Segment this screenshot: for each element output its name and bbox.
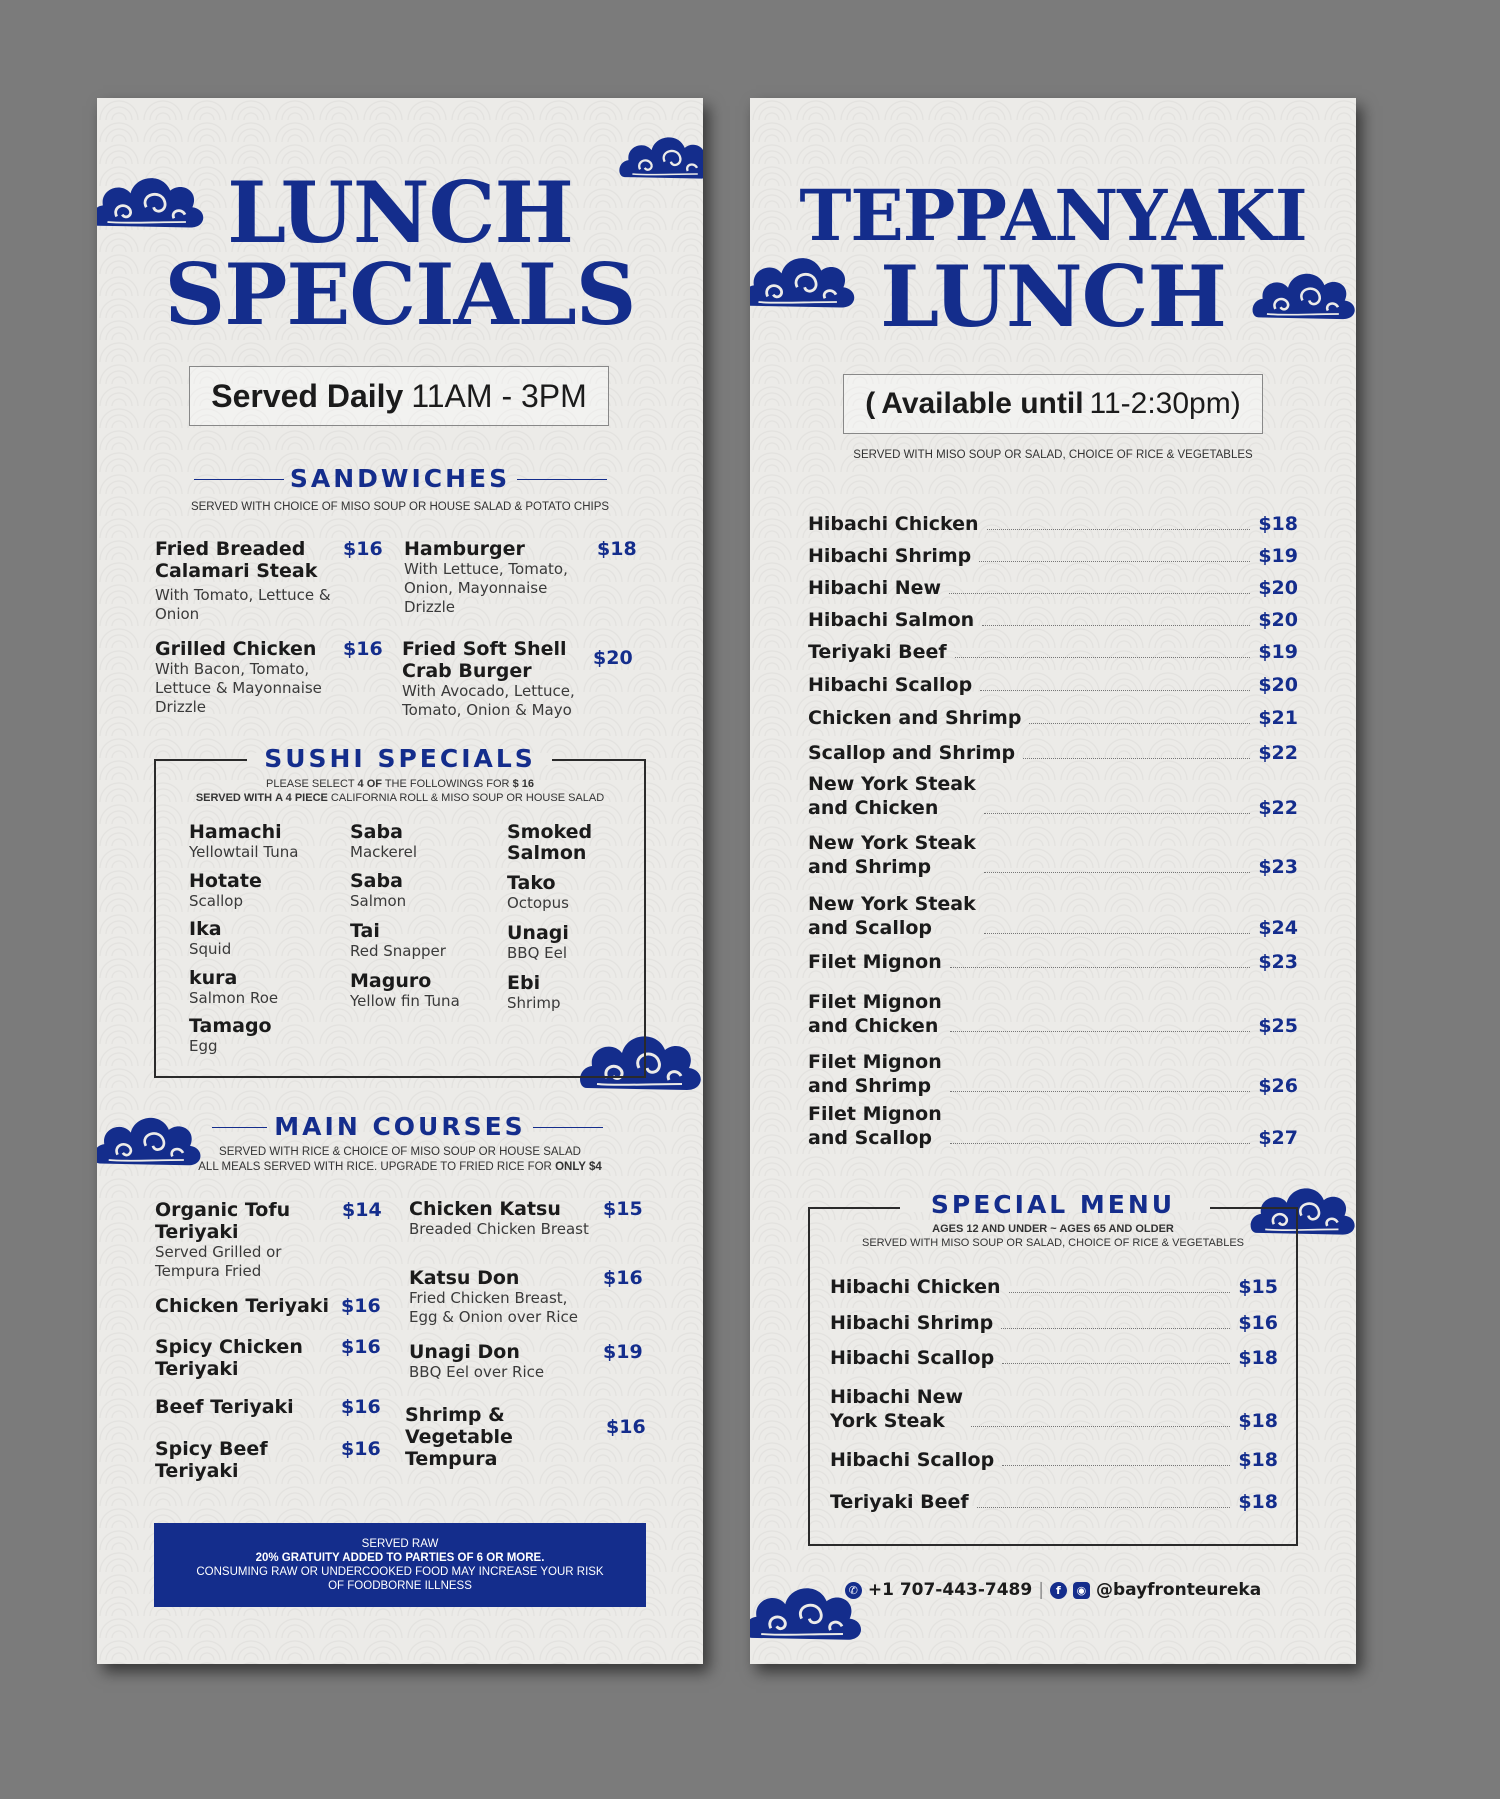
special-menu-row: Hibachi Shrimp $16 (830, 1312, 1278, 1334)
special-menu-row: Hibachi New York Steak $18 (830, 1386, 1278, 1432)
menu-item: Shrimp & Vegetable Tempura (405, 1404, 513, 1470)
page-title-line2: LUNCH (880, 247, 1226, 346)
special-menu-row: Teriyaki Beef $18 (830, 1491, 1278, 1513)
main-courses-note: SERVED WITH RICE & CHOICE OF MISO SOUP OR HOUSE SALAD ALL MEALS SERVED WITH RICE. UPGRADE TO FRIED RICE FOR ONLY $4 (198, 1146, 602, 1173)
menu-row: New York Steak and Chicken $22 (808, 773, 1298, 819)
item-price: $16 (341, 1438, 381, 1460)
instagram-icon: ◉ (1073, 1582, 1090, 1599)
menu-row: Hibachi New $20 (808, 577, 1298, 599)
menu-row: Chicken and Shrimp $21 (808, 707, 1298, 729)
item-price: $16 (606, 1416, 646, 1438)
contact-line: ✆ +1 707-443-7489 | f ◉ @bayfronteureka (750, 1580, 1356, 1600)
facebook-icon: f (1050, 1582, 1067, 1599)
menu-item: Beef Teriyaki (155, 1396, 294, 1418)
special-menu-heading: SPECIAL MENU (930, 1190, 1176, 1219)
item-price: $16 (341, 1336, 381, 1358)
item-price: $19 (603, 1341, 643, 1363)
teppanyaki-lunch-menu (750, 98, 1356, 1664)
menu-item: Spicy Beef Teriyaki (155, 1438, 268, 1482)
menu-item: Organic Tofu Teriyaki Served Grilled or Tempura Fried (155, 1199, 291, 1280)
teppanyaki-note: SERVED WITH MISO SOUP OR SALAD, CHOICE OF RICE & VEGETABLES (853, 449, 1253, 461)
page-title-line1: TEPPANYAKI (799, 174, 1307, 257)
menu-item: Grilled Chicken With Bacon, Tomato, Lettuce & Mayonnaise Drizzle (155, 638, 322, 716)
special-menu-note: AGES 12 AND UNDER ~ AGES 65 AND OLDER SERVED WITH MISO SOUP OR SALAD, CHOICE OF RICE & VEGETABLES (861, 1223, 1245, 1249)
item-price: $14 (342, 1199, 382, 1221)
menu-row: Hibachi Chicken $18 (808, 513, 1298, 535)
menu-item: Fried Breaded Calamari Steak With Tomato, Lettuce & Onion (155, 538, 331, 623)
social-handle[interactable]: @bayfronteureka (1095, 1580, 1262, 1600)
special-menu-row: Hibachi Chicken $15 (830, 1276, 1278, 1298)
disclaimer-bar: SERVED RAW 20% GRATUITY ADDED TO PARTIES OF 6 OR MORE. CONSUMING RAW OR UNDERCOOKED FOOD MAY INCREASE YOUR RISK OF FOODBORNE ILLNESS (154, 1523, 646, 1607)
item-price: $16 (343, 638, 383, 660)
menu-row: Filet Mignon $23 (808, 951, 1298, 973)
phone-number[interactable]: +1 707-443-7489 (867, 1580, 1033, 1600)
sushi-heading: SUSHI SPECIALS (264, 744, 536, 773)
menu-row: Scallop and Shrimp $22 (808, 742, 1298, 764)
page-title-line2: SPECIALS (164, 245, 636, 344)
menu-row: Hibachi Scallop $20 (808, 674, 1298, 696)
sushi-col-3: Smoked Salmon Tako Octopus Unagi BBQ Eel Ebi Shrimp (507, 821, 593, 1012)
item-price: $18 (597, 538, 637, 560)
sushi-col-2: Saba Mackerel Saba Salmon Tai Red Snapper Maguro Yellow fin Tuna (350, 821, 460, 1010)
item-price: $16 (341, 1396, 381, 1418)
menu-item: Hamburger With Lettuce, Tomato, Onion, Mayonnaise Drizzle (404, 538, 568, 616)
menu-item: Fried Soft Shell Crab Burger With Avocado, Lettuce, Tomato, Onion & Mayo (402, 638, 575, 719)
page-title-line1: LUNCH (227, 163, 573, 262)
lunch-specials-menu (97, 98, 703, 1664)
main-courses-heading: MAIN COURSES (274, 1112, 526, 1141)
menu-item: Unagi Don BBQ Eel over Rice (409, 1341, 545, 1381)
item-price: $15 (603, 1198, 643, 1220)
availability-box: ( Available until 11-2:30pm) (843, 374, 1263, 434)
item-price: $20 (593, 647, 633, 669)
sandwiches-note: SERVED WITH CHOICE OF MISO SOUP OR HOUSE SALAD & POTATO CHIPS (190, 501, 610, 513)
special-menu-row: Hibachi Scallop $18 (830, 1347, 1278, 1369)
menu-item: Chicken Teriyaki (155, 1295, 329, 1317)
menu-row: Filet Mignon and Shrimp $26 (808, 1051, 1298, 1097)
item-price: $16 (341, 1295, 381, 1317)
sandwiches-heading: SANDWICHES (289, 464, 511, 493)
menu-row: Filet Mignon and Chicken $25 (808, 991, 1298, 1037)
phone-icon: ✆ (845, 1582, 862, 1599)
menu-row: Filet Mignon and Scallop $27 (808, 1103, 1298, 1149)
item-price: $16 (603, 1267, 643, 1289)
hours-box (189, 366, 609, 426)
menu-item: Spicy Chicken Teriyaki (155, 1336, 303, 1380)
menu-row: Hibachi Shrimp $19 (808, 545, 1298, 567)
menu-row: Teriyaki Beef $19 (808, 641, 1298, 663)
menu-row: New York Steak and Scallop $24 (808, 893, 1298, 939)
menu-item: Chicken Katsu Breaded Chicken Breast (409, 1198, 589, 1238)
hours-time: 11AM - 3PM (411, 377, 587, 414)
special-menu-row: Hibachi Scallop $18 (830, 1449, 1278, 1471)
hours-label: Served Daily (211, 377, 404, 414)
item-price: $16 (343, 538, 383, 560)
sushi-note: PLEASE SELECT 4 OF THE FOLLOWINGS FOR $ 16 SERVED WITH A 4 PIECE CALIFORNIA ROLL & MISO SOUP OR HOUSE SALAD (195, 778, 605, 804)
sushi-col-1: Hamachi Yellowtail Tuna Hotate Scallop Ika Squid kura Salmon Roe Tamago Egg (189, 821, 299, 1055)
menu-row: New York Steak and Shrimp $23 (808, 832, 1298, 878)
menu-item: Katsu Don Fried Chicken Breast, Egg & Onion over Rice (409, 1267, 578, 1326)
menu-row: Hibachi Salmon $20 (808, 609, 1298, 631)
